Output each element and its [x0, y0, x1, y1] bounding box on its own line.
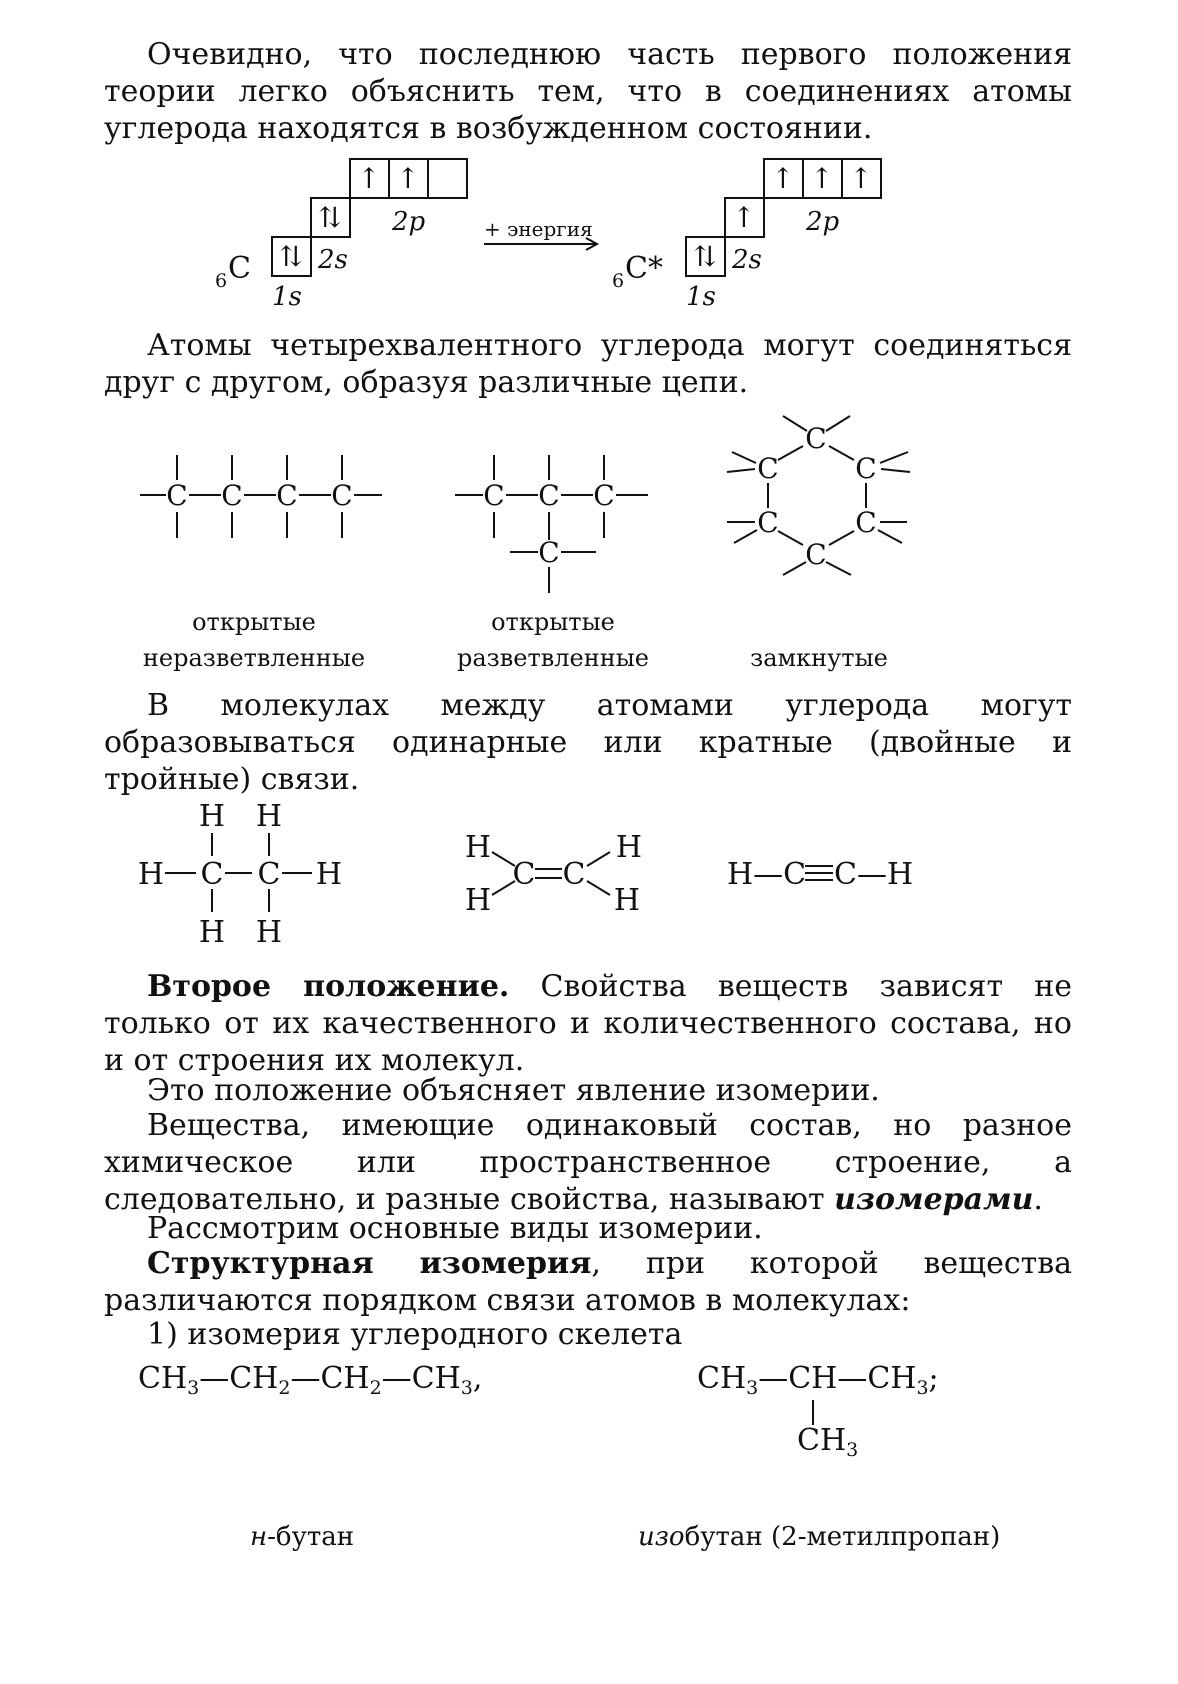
formula-part: —CH—CH — [758, 1361, 917, 1396]
orbital-2p-up: ↑ — [357, 162, 381, 195]
formula-part: CH — [138, 1361, 188, 1396]
ring-atom: C — [757, 452, 779, 485]
paragraph-text: Это положение объясняет явление изомерии. — [147, 1073, 880, 1108]
caption-line: замкнутые — [750, 644, 888, 672]
paragraph-text: , при которой вещества различаются порядком связи атомов в молекулах: — [104, 1246, 1072, 1318]
chain-atom: C — [221, 479, 243, 512]
paragraph-text: Очевидно, что последнюю часть первого положения теории легко объяснить тем, что в соединениях атомы углерода находятся в возбужденном состоянии. — [104, 37, 1072, 146]
caption-line: разветвленные — [456, 644, 649, 672]
formula-subscript: 3 — [187, 1377, 200, 1399]
energy-label: + энергия — [484, 217, 593, 241]
atom-carbon: C — [228, 251, 251, 286]
orbital-1s-pair: ⇅ — [693, 240, 717, 273]
hydrogen-atom: H — [464, 883, 492, 918]
caption-line: открытые — [491, 608, 615, 636]
hydrogen-atom: H — [315, 857, 343, 892]
caption-italic: изо — [638, 1522, 685, 1552]
hydrogen-atom: H — [198, 799, 226, 834]
atom-carbon-excited: C* — [625, 251, 663, 286]
caption-italic: н — [250, 1522, 268, 1552]
formula-part: —CH — [381, 1361, 461, 1396]
orbital-1s-pair: ⇅ — [279, 240, 303, 273]
orbital-2p-up: ↑ — [810, 162, 834, 195]
formula-subscript: 3 — [846, 1439, 859, 1461]
hydrogen-atom: H — [613, 883, 641, 918]
formula-part: ; — [928, 1361, 939, 1396]
paragraph-text: Рассмотрим основные виды изомерии. — [147, 1211, 763, 1246]
paragraph-text: В молекулах между атомами углерода могут образовываться одинарные или кратные (двойные и тройные) связи. — [104, 688, 1072, 797]
caption-text: бутан (2-метилпропан) — [684, 1522, 1001, 1552]
paragraph-text: 1) изомерия углеродного скелета — [147, 1317, 683, 1352]
chain-atom: C — [331, 479, 353, 512]
bold-term: Второе положение. — [147, 969, 510, 1004]
label-2p: 2p — [392, 207, 426, 237]
atom-sub: 6 — [612, 270, 625, 292]
atom-sub: 6 — [215, 270, 228, 292]
formula-subscript: 3 — [460, 1377, 473, 1399]
chain-atom: C — [276, 479, 298, 512]
label-2s: 2s — [318, 245, 348, 275]
carbon-atom: C — [562, 857, 586, 892]
paragraph-text: Атомы четырехвалентного углерода могут соединяться друг с другом, образуя различные цепи. — [104, 328, 1072, 400]
paragraph-text: Свойства веществ зависят не только от их качественного и количественного состава, но и от строения их молекул. — [104, 969, 1072, 1078]
formula-part: , — [472, 1361, 483, 1396]
hydrogen-atom: H — [464, 830, 492, 865]
caption-n-butane — [250, 1522, 354, 1552]
chain-atom: C — [593, 479, 615, 512]
carbon-atom: C — [512, 857, 536, 892]
formula-part: —CH — [199, 1361, 279, 1396]
chain-atom: C — [538, 536, 560, 569]
chain-atom: C — [538, 479, 560, 512]
chain-atom: C — [166, 479, 188, 512]
formula-part: —CH — [290, 1361, 370, 1396]
orbital-2s-pair: ⇅ — [318, 201, 342, 234]
paragraph-text: . — [1033, 1182, 1043, 1217]
caption-isobutane — [638, 1522, 1000, 1552]
acetylene-left: H—C — [727, 857, 807, 892]
label-1s: 1s — [686, 282, 716, 312]
carbon-atom: C — [257, 857, 281, 892]
orbital-2s-up: ↑ — [732, 201, 756, 234]
hydrogen-atom: H — [198, 915, 226, 950]
ring-atom: C — [855, 506, 877, 539]
hydrogen-atom: H — [255, 799, 283, 834]
formula-subscript: 3 — [746, 1377, 759, 1399]
ring-atom: C — [757, 506, 779, 539]
term-isomers: изомерами — [834, 1182, 1034, 1217]
ring-atom: C — [855, 452, 877, 485]
orbital-2p-up: ↑ — [771, 162, 795, 195]
formula-subscript: 2 — [278, 1377, 291, 1399]
carbon-atom: C — [200, 857, 224, 892]
hydrogen-atom: H — [255, 915, 283, 950]
bold-term: Структурная изомерия — [147, 1246, 592, 1281]
ring-atom: C — [805, 538, 827, 571]
ring-atom: C — [805, 422, 827, 455]
formula-isobutane-branch — [797, 1423, 859, 1461]
orbital-2p-up: ↑ — [396, 162, 420, 195]
hydrogen-atom: H — [137, 857, 165, 892]
acetylene-right: C—H — [834, 857, 914, 892]
label-2p: 2p — [806, 207, 840, 237]
label-1s: 1s — [272, 282, 302, 312]
caption-line: открытые — [192, 608, 316, 636]
formula-subscript: 2 — [369, 1377, 382, 1399]
orbital-2p-up: ↑ — [849, 162, 873, 195]
formula-part: CH — [697, 1361, 747, 1396]
formula-subscript: 3 — [916, 1377, 929, 1399]
label-2s: 2s — [732, 245, 762, 275]
formula-part: CH — [797, 1423, 847, 1458]
paragraph-text: Вещества, имеющие одинаковый состав, но разное химическое или пространственное строение, а следовательно, и разные свойства, называют — [104, 1108, 1072, 1217]
chain-atom: C — [483, 479, 505, 512]
caption-text: -бутан — [267, 1522, 355, 1552]
hydrogen-atom: H — [615, 830, 643, 865]
caption-line: неразветвленные — [142, 644, 366, 672]
